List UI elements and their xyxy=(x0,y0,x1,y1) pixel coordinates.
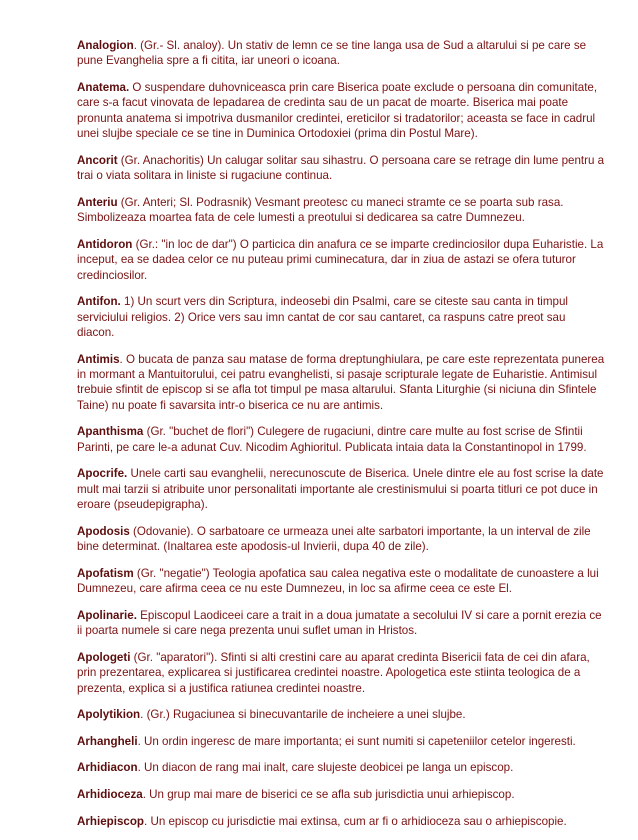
glossary-entry-apanthisma xyxy=(77,424,605,455)
glossary-entry-apolytikion xyxy=(77,707,605,722)
glossary-entry-apocrife xyxy=(77,466,605,512)
entry-definition: . (Gr.) Rugaciunea si binecuvantarile de incheiere a unei slujbe. xyxy=(140,708,466,722)
entry-term: Apanthisma xyxy=(77,425,144,439)
glossary-page xyxy=(77,38,605,840)
entry-definition: (Gr. "aparatori"). Sfinti si alti crestini care au aparat credinta Bisericii fata de cei din afara, prin prezentarea, explicarea si justificarea credintei noastre. Apologetica este stiinta teologica de a prezenta, explica si a justifica ratiunea credintei noastre. xyxy=(77,650,590,695)
entry-term: Anatema. xyxy=(77,81,130,94)
entry-definition: (Gr. "buchet de flori") Culegere de rugaciuni, dintre care multe au fost scrise de Sfintii Parinti, pe care le-a adunat Cuv. Nicodim Aghioritul. Publicata intaia data la Constantinopol in 1799. xyxy=(77,425,587,454)
entry-term: Antimis xyxy=(77,352,120,366)
entry-term: Apofatism xyxy=(77,566,134,580)
entry-definition: (Gr. "negatie") Teologia apofatica sau calea negativa este o modalitate de cunoastere a lui Dumnezeu, care afirma ceea ce nu este Dumnezeu, in loc sa afirme ceea ce este El. xyxy=(77,566,599,596)
entry-term: Antifon. xyxy=(77,295,121,309)
entry-definition: . Un ordin ingeresc de mare importanta; ei sunt numiti si capeteniilor cetelor ingeresti. xyxy=(137,734,576,748)
glossary-entry-antimis xyxy=(77,352,605,414)
entry-definition: . O bucata de panza sau matase de forma dreptunghiulara, pe care este reprezentata punerea in mormant a Mantuitorului, cei patru evanghelisti, si pasaje scripturale legate de Euharistie. Antimisul trebuie sfintit de episcop si se afla tot timpul pe masa altarului. Sfanta Liturghie (si niciuna din Sfintele Taine) nu poate fi savarsita intr-o biserica ce nu are antimis. xyxy=(77,352,605,412)
glossary-entry-arhiepiscop xyxy=(77,814,605,829)
entry-definition: Episcopul Laodiceei care a trait in a doua jumatate a secolului IV si care a pornit erezia ce ii poarta numele si care nega prezenta unui suflet uman in Hristos. xyxy=(77,608,602,638)
glossary-entry-arhidioceza xyxy=(77,787,605,802)
entry-term: Anteriu xyxy=(77,195,118,209)
entry-term: Antidoron xyxy=(77,237,133,251)
entry-definition: . Un grup mai mare de biserici ce se afla sub jurisdictia unui arhiepiscop. xyxy=(142,788,515,802)
entry-term: Ancorit xyxy=(77,153,118,167)
entry-definition: (Gr. Anachoritis) Un calugar solitar sau sihastru. O persoana care se retrage din lume pentru a trai o viata solitara in liniste si rugaciune continua. xyxy=(77,153,605,183)
glossary-entry-apolinarie xyxy=(77,608,605,639)
entry-definition: . Un episcop cu jurisdictie mai extinsa, cum ar fi o arhidioceza sau o arhiepiscopie. xyxy=(144,814,567,828)
glossary-entry-apodosis xyxy=(77,524,605,555)
entry-term: Apologeti xyxy=(77,650,131,664)
entry-definition: Unele carti sau evanghelii, nerecunoscute de Biserica. Unele dintre ele au fost scrise la date mult mai tarzii si atribuite unor personalitati importante ale crestinismului si poarta titluri ce pot duce in eroare (pseudepigrapha). xyxy=(77,467,604,512)
entry-term: Apolytikion xyxy=(77,708,141,722)
entry-definition: . Un diacon de rang mai inalt, care slujeste deobicei pe langa un episcop. xyxy=(137,761,514,775)
entry-definition: (Gr.: "in loc de dar") O particica din anafura ce se imparte credinciosilor dupa Euharistie. La inceput, ea se dadea celor ce nu puteau primi cuminecatura, dar in ziua de astazi se ofera tuturor credinciosilor. xyxy=(77,237,604,282)
glossary-entry-antifon xyxy=(77,294,605,340)
entry-term: Apolinarie. xyxy=(77,608,137,622)
glossary-entry-apofatism xyxy=(77,566,605,597)
entry-term: Apocrife. xyxy=(77,467,128,481)
entry-term: Arhidioceza xyxy=(77,788,143,802)
entry-term: Apodosis xyxy=(77,524,130,538)
entry-definition: 1) Un scurt vers din Scriptura, indeosebi din Psalmi, care se citeste sau canta in timpul serviciului religios. 2) Orice vers sau imn cantat de cor sau cantaret, ca raspuns catre preot sau diacon. xyxy=(77,295,568,340)
entry-term: Arhidiacon xyxy=(77,761,138,775)
entry-definition: (Gr. Anteri; Sl. Podrasnik) Vesmant preotesc cu maneci stramte ce se poarta sub rasa. Simbolizeaza moartea fata de cele lumesti a preotului si dedicarea sa catre Dumnezeu. xyxy=(77,195,564,225)
glossary-entry-apologeti xyxy=(77,650,605,696)
glossary-entry-analogion xyxy=(77,38,605,69)
entry-definition: . (Gr.- Sl. analoy). Un stativ de lemn ce se tine langa usa de Sud a altarului si pe care se pune Evanghelia spre a fi citita, iar uneori o icoana. xyxy=(77,39,587,68)
entry-term: Arhiepiscop xyxy=(77,814,144,828)
glossary-entry-anatema xyxy=(77,80,605,142)
entry-definition: (Odovanie). O sarbatoare ce urmeaza unei alte sarbatori importante, la un interval de zile bine determinat. (Inaltarea este apodosis-ul Invierii, dupa 40 de zile). xyxy=(77,524,591,554)
glossary-entry-arhidiacon xyxy=(77,760,605,775)
glossary-entry-ancorit xyxy=(77,153,605,184)
entry-term: Analogion xyxy=(77,39,134,52)
entry-definition: O suspendare duhovniceasca prin care Biserica poate exclude o persoana din comunitate, care s-a facut vinovata de lepadarea de credinta sau de un pacat de moarte. Biserica mai poate pronunta anatema si impotriva dusmanilor credintei, ereticilor si tradatorilor; aceasta se face in cadrul unei slujbe speciale ce se tine in Duminica Ortodoxiei (prima din Postul Mare). xyxy=(77,81,598,141)
glossary-entry-antidoron xyxy=(77,237,605,283)
entry-term: Arhangheli xyxy=(77,734,138,748)
glossary-entry-anteriu xyxy=(77,195,605,226)
glossary-entry-arhangheli xyxy=(77,734,605,749)
